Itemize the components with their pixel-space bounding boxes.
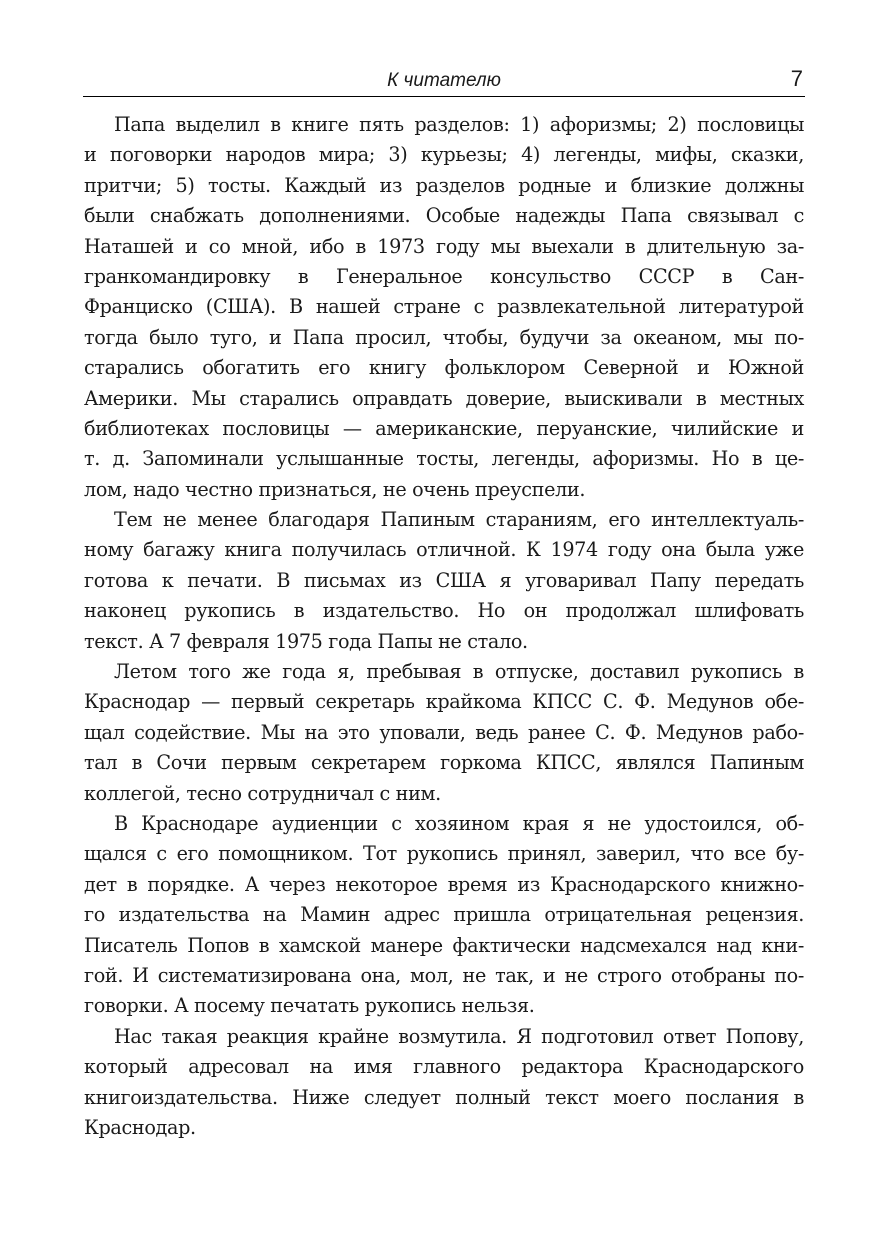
text-line: тогда было туго, и Папа просил, чтобы, будучи за океаном, мы по- [84,325,804,349]
text-line: тал в Сочи первым секретарем горкома КПСС, являлся Папиным [84,751,804,775]
text-line: В Краснодаре аудиенции с хозяином края я не удостоился, об- [114,811,804,835]
text-line: говорки. А посему печатать рукопись нельзя. [84,994,535,1018]
text-line: наконец рукопись в издательство. Но он продолжал шлифовать [84,599,804,623]
chapter-title: К читателю [387,70,501,91]
page-number: 7 [790,66,803,91]
paragraph [84,657,804,809]
text-line: Нас такая реакция крайне возмутила. Я подготовил ответ Попову, [114,1024,804,1048]
text-line: го издательства на Мамин адрес пришла отрицательная рецензия. [84,903,804,927]
text-line: притчи; 5) тосты. Каждый из разделов родные и близкие должны [84,173,804,197]
text-line: были снабжать дополнениями. Особые надежды Папа связывал с [84,204,804,228]
text-line: Летом того же года я, пребывая в отпуске, доставил рукопись в [114,660,804,684]
paragraph [84,809,804,1022]
text-line: Краснодар — первый секретарь крайкома КПСС С. Ф. Медунов обе- [84,690,804,714]
text-line: дет в порядке. А через некоторое время из Краснодарского книжно- [84,872,804,896]
text-line: т. д. Запоминали услышанные тосты, легенды, афоризмы. Но в це- [84,447,804,471]
text-line: который адресовал на имя главного редактора Краснодарского [84,1055,804,1079]
text-line: лом, надо честно признаться, не очень преуспели. [84,477,586,501]
text-line: Краснодар. [84,1115,196,1139]
text-line: готова к печати. В письмах из США я уговаривал Папу передать [84,568,804,592]
text-line: и поговорки народов мира; 3) курьезы; 4) легенды, мифы, сказки, [84,143,804,167]
text-line: коллегой, тесно сотрудничал с ним. [84,781,441,805]
text-line: Франциско (США). В нашей стране с развлекательной литературой [84,295,804,319]
text-line: гранкомандировку в Генеральное консульство СССР в Сан- [84,264,804,288]
paragraph [84,1022,804,1144]
text-line: библиотеках пословицы — американские, перуанские, чилийские и [84,416,804,440]
text-line: книгоиздательства. Ниже следует полный текст моего послания в [84,1085,804,1109]
text-line: щал содействие. Мы на это уповали, ведь ранее С. Ф. Медунов рабо- [84,720,804,744]
text-line: Америки. Мы старались оправдать доверие, выискивали в местных [84,386,804,410]
running-header [83,64,805,97]
body-text [84,110,804,1143]
paragraph [84,505,804,657]
text-line: ному багажу книга получилась отличной. К 1974 году она была уже [84,538,804,562]
text-line: Писатель Попов в хамской манере фактически надсмехался над кни- [84,933,804,957]
text-line: Папа выделил в книге пять разделов: 1) афоризмы; 2) пословицы [114,113,804,136]
text-line: Тем не менее благодаря Папиным стараниям, его интеллектуаль- [114,508,804,532]
text-line: Наташей и со мной, ибо в 1973 году мы выехали в длительную за- [84,234,804,258]
text-line: старались обогатить его книгу фольклором Северной и Южной [84,356,804,380]
text-line: гой. И систематизирована она, мол, не так, и не строго отобраны по- [84,963,804,987]
paragraph [84,110,804,505]
text-line: щался с его помощником. Тот рукопись принял, заверил, что все бу- [84,842,804,866]
text-line: текст. А 7 февраля 1975 года Папы не стало. [84,629,528,653]
